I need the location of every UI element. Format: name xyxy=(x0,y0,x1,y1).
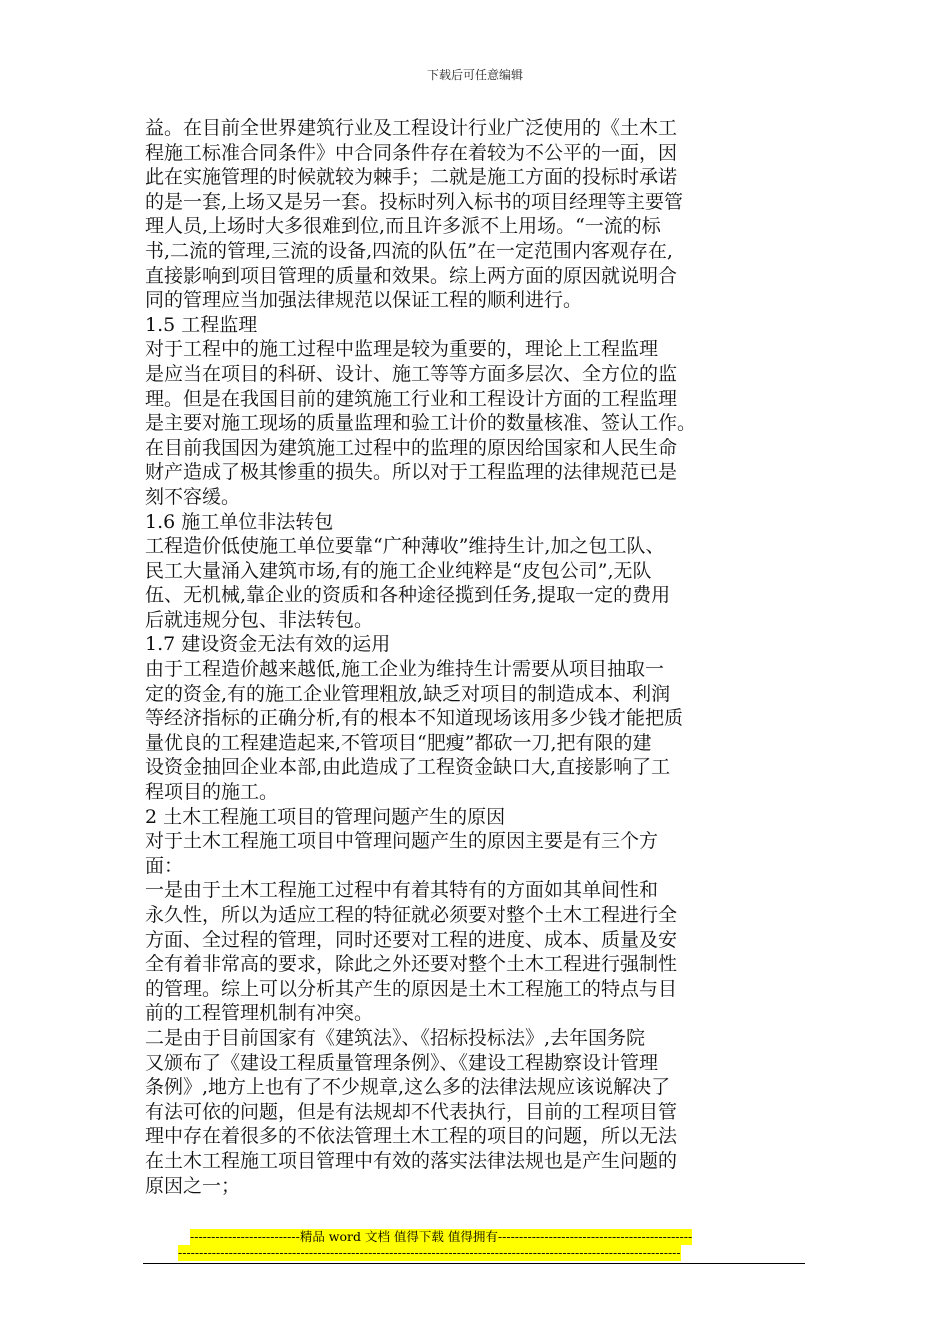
text-line: 是主要对施工现场的质量监理和验工计价的数量核准、签认工作。 xyxy=(145,412,697,435)
text-line: 有法可依的问题，但是有法规却不代表执行，目前的工程项目管 xyxy=(145,1100,678,1123)
text-line: 由于工程造价越来越低,施工企业为维持生计需要从项目抽取一 xyxy=(145,658,665,681)
text-line: 1.6 施工单位非法转包 xyxy=(145,510,334,533)
text-line: 在目前我国因为建筑施工过程中的监理的原因给国家和人民生命 xyxy=(145,436,678,459)
text-line: 全有着非常高的要求，除此之外还要对整个土木工程进行强制性 xyxy=(145,953,678,976)
text-line: 是应当在项目的科研、设计、施工等等方面多层次、全方位的监 xyxy=(145,362,678,385)
text-line: 永久性，所以为适应工程的特征就必须要对整个土木工程进行全 xyxy=(145,904,678,926)
footer-dash-line: ----------------------------------------------------------------------------------------------------------------------- xyxy=(178,1245,681,1260)
text-line: 2 土木工程施工项目的管理问题产生的原因 xyxy=(145,805,506,828)
text-line: 财产造成了极其惨重的损失。所以对于工程监理的法律规范已是 xyxy=(145,461,678,484)
text-line: 面： xyxy=(145,854,184,877)
text-line: 益。在目前全世界建筑行业及工程设计行业广泛使用的《土木工 xyxy=(145,117,678,139)
text-line: 原因之一； xyxy=(145,1174,241,1197)
page-header: 下载后可任意编辑 xyxy=(426,68,523,82)
text-line: 设资金抽回企业本部,由此造成了工程资金缺口大,直接影响了工 xyxy=(145,756,671,779)
text-line: 对于工程中的施工过程中监理是较为重要的，理论上工程监理 xyxy=(145,338,659,361)
footer-rule xyxy=(143,1263,805,1264)
text-line: 伍、无机械,靠企业的资质和各种途径揽到任务,提取一定的费用 xyxy=(145,584,671,607)
text-line: 工程造价低使施工单位要靠“广种薄收”维持生计,加之包工队、 xyxy=(145,535,665,558)
text-line: 直接影响到项目管理的质量和效果。综上两方面的原因就说明合 xyxy=(145,264,678,287)
text-line: 民工大量涌入建筑市场,有的施工企业纯粹是“皮包公司”,无队 xyxy=(145,559,652,582)
text-line: 定的资金,有的施工企业管理粗放,缺乏对项目的制造成本、利润 xyxy=(145,682,671,705)
text-line: 条例》,地方上也有了不少规章,这么多的法律法规应该说解决了 xyxy=(145,1076,671,1099)
text-line: 后就违规分包、非法转包。 xyxy=(145,608,374,631)
footer-banner: --------------------------精品 word 文档 值得下载 值得拥有---------------------------------------------- xyxy=(190,1229,693,1244)
text-line: 在土木工程施工项目管理中有效的落实法律法规也是产生问题的 xyxy=(145,1149,678,1172)
text-line: 1.5 工程监理 xyxy=(145,313,258,336)
text-line: 程施工标准合同条件》中合同条件存在着较为不公平的一面，因 xyxy=(145,141,678,164)
text-line: 1.7 建设资金无法有效的运用 xyxy=(145,633,391,656)
text-line: 刻不容缓。 xyxy=(145,485,241,508)
text-line: 的是一套,上场又是另一套。投标时列入标书的项目经理等主要管 xyxy=(145,190,684,213)
text-line: 此在实施管理的时候就较为棘手；二就是施工方面的投标时承诺 xyxy=(145,166,678,189)
text-line: 二是由于目前国家有《建筑法》、《招标投标法》,去年国务院 xyxy=(145,1026,646,1049)
text-line: 理。但是在我国目前的建筑施工行业和工程设计方面的工程监理 xyxy=(145,387,678,410)
text-line: 等经济指标的正确分析,有的根本不知道现场该用多少钱才能把质 xyxy=(145,707,684,730)
text-line: 方面、全过程的管理，同时还要对工程的进度、成本、质量及安 xyxy=(145,928,678,951)
text-line: 理人员,上场时大多很难到位,而且许多派不上用场。“一流的标 xyxy=(145,215,661,238)
text-line: 同的管理应当加强法律规范以保证工程的顺利进行。 xyxy=(145,289,583,312)
text-line: 对于土木工程施工项目中管理问题产生的原因主要是有三个方 xyxy=(145,830,659,853)
document-body xyxy=(145,116,785,1198)
text-line: 程项目的施工。 xyxy=(145,781,279,804)
text-line: 的管理。综上可以分析其产生的原因是土木工程施工的特点与目 xyxy=(145,977,678,1000)
text-line: 理中存在着很多的不依法管理土木工程的项目的问题，所以无法 xyxy=(145,1125,678,1148)
text-line: 一是由于土木工程施工过程中有着其特有的方面如其单间性和 xyxy=(145,879,659,902)
text-line: 又颁布了《建设工程质量管理条例》、《建设工程勘察设计管理 xyxy=(145,1051,659,1074)
text-line: 前的工程管理机制有冲突。 xyxy=(145,1002,374,1025)
text-line: 量优良的工程建造起来,不管项目“肥瘦”都砍一刀,把有限的建 xyxy=(145,731,652,754)
text-line: 书,二流的管理,三流的设备,四流的队伍”在一定范围内客观存在, xyxy=(145,239,673,262)
